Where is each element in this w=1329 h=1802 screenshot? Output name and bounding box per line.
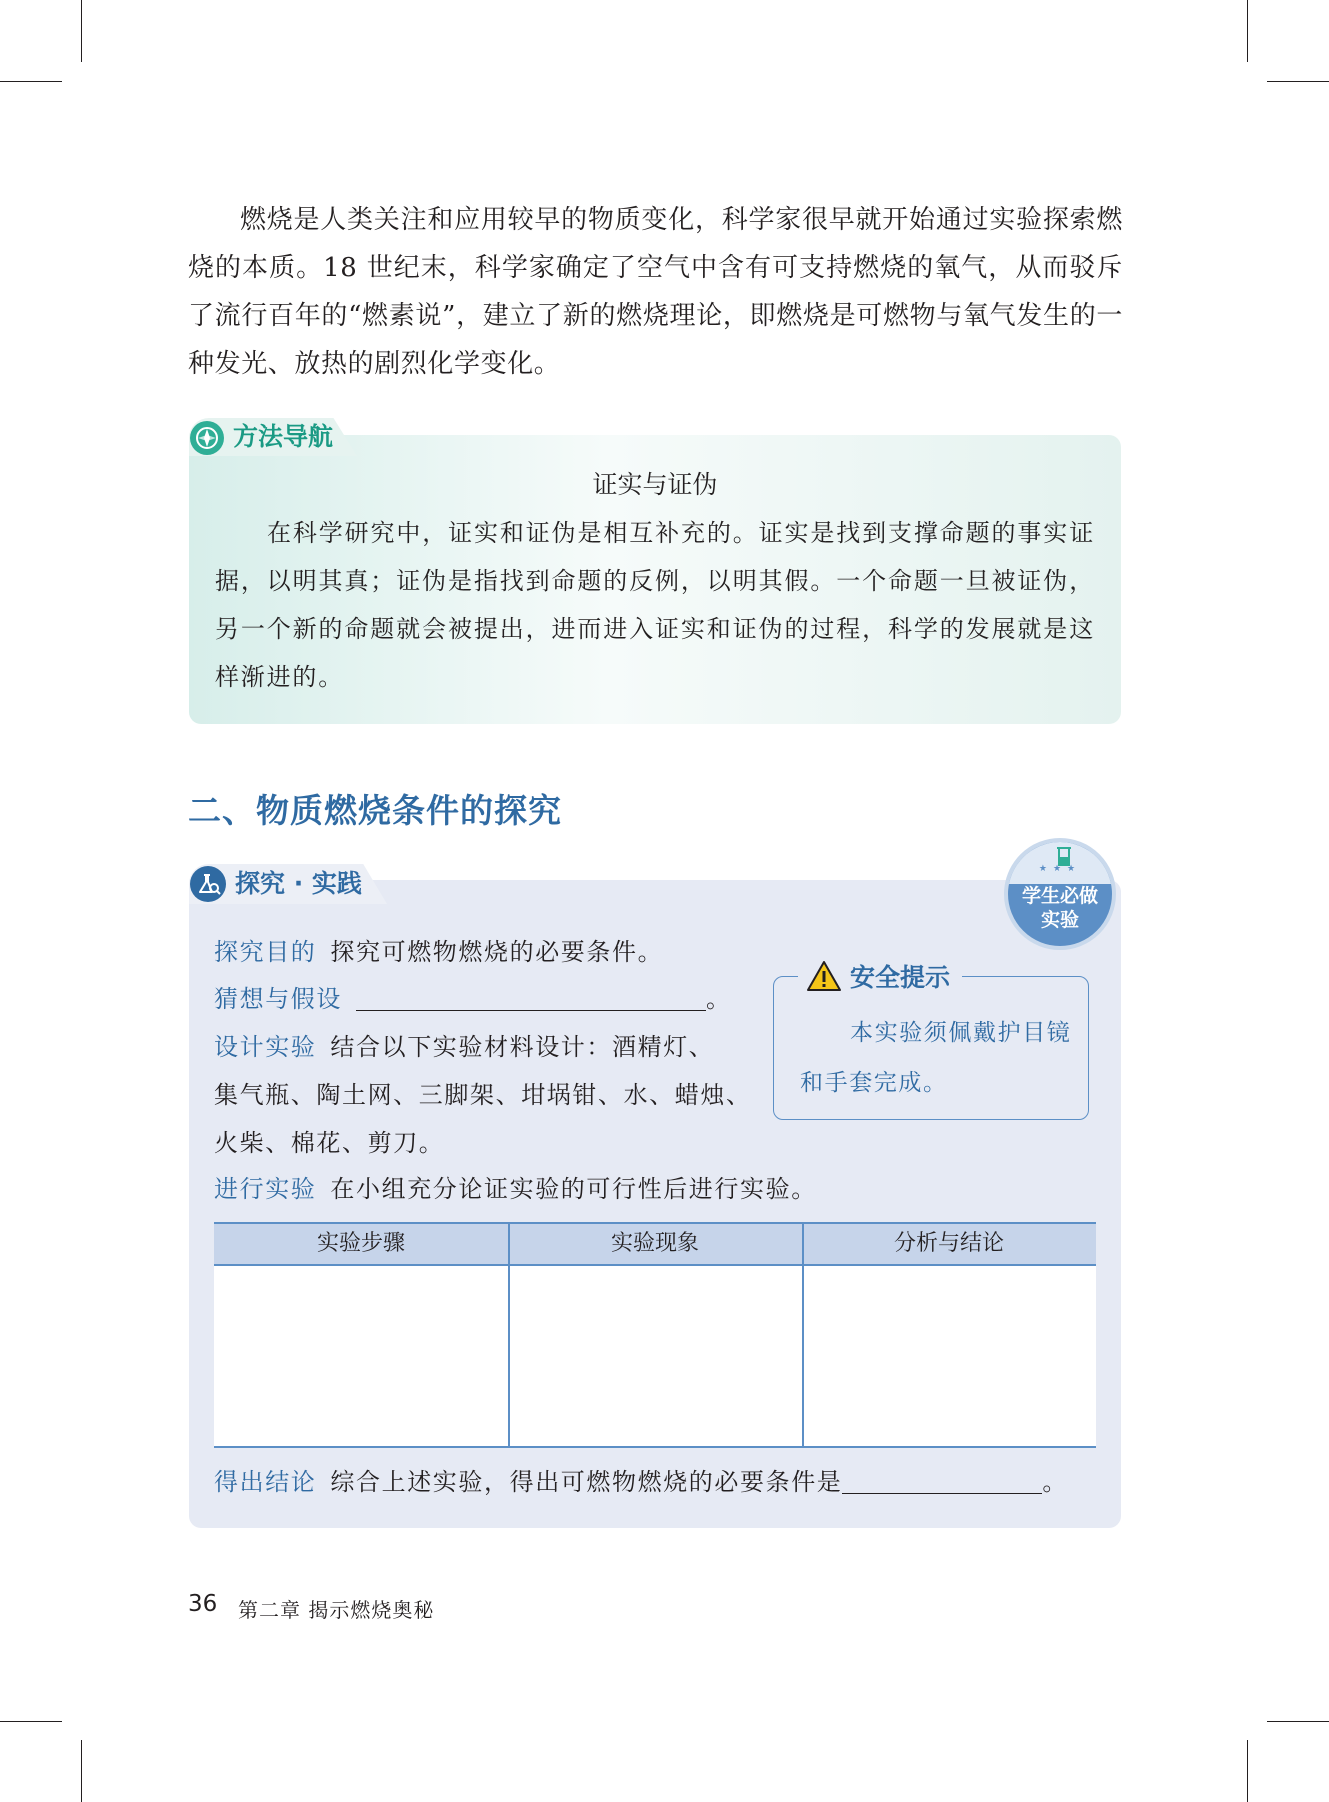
practice-tag-label: 探究 · 实践 bbox=[235, 869, 362, 898]
design-line-3: 火柴、棉花、剪刀。 bbox=[214, 1129, 445, 1157]
badge-line1: 学生必做 bbox=[1021, 885, 1098, 907]
method-title: 证实与证伪 bbox=[592, 470, 718, 499]
safety-title: 安全提示 bbox=[850, 963, 951, 992]
crop-mark bbox=[1247, 1740, 1248, 1802]
design-text-1: 结合以下实验材料设计：酒精灯、 bbox=[330, 1033, 715, 1061]
section-heading: 二、物质燃烧条件的探究 bbox=[188, 791, 562, 830]
design-label: 设计实验 bbox=[214, 1033, 317, 1061]
safety-body: 本实验须佩戴护目镜和手套完成。 bbox=[800, 1020, 1072, 1096]
flask-icon bbox=[190, 866, 226, 902]
experiment-table bbox=[214, 1222, 1096, 1448]
crop-mark bbox=[1247, 0, 1248, 62]
conclusion-label: 得出结论 bbox=[214, 1468, 317, 1496]
method-tag-label: 方法导航 bbox=[233, 422, 334, 451]
design-line-1 bbox=[214, 1023, 714, 1071]
crop-mark bbox=[81, 1740, 82, 1802]
chapter-title: 第二章 揭示燃烧奥秘 bbox=[238, 1598, 435, 1622]
crop-mark bbox=[0, 81, 62, 82]
hypothesis-period: 。 bbox=[706, 985, 732, 1013]
crop-mark bbox=[1267, 1721, 1329, 1722]
badge-text bbox=[1008, 884, 1112, 932]
conclusion-blank[interactable] bbox=[842, 1463, 1042, 1494]
table-divider bbox=[802, 1224, 804, 1446]
hypothesis-label: 猜想与假设 bbox=[214, 985, 342, 1013]
crop-mark bbox=[81, 0, 82, 62]
conduct-label: 进行实验 bbox=[214, 1175, 317, 1203]
intro-paragraph: 燃烧是人类关注和应用较早的物质变化，科学家很早就开始通过实验探索燃烧的本质。18 世纪末，科学家确定了空气中含有可支持燃烧的氧气，从而驳斥了流行百年的“燃素说”，建立了新的燃烧理论，即燃烧是可燃物与氧气发生的一种发光、放热的剧烈化学变化。 bbox=[188, 205, 1123, 379]
page-number: 36 bbox=[188, 1591, 218, 1617]
safety-header bbox=[798, 954, 962, 998]
table-divider bbox=[508, 1224, 510, 1446]
crop-mark bbox=[1267, 81, 1329, 82]
hypothesis-line bbox=[214, 975, 732, 1023]
required-experiment-badge bbox=[1004, 838, 1116, 950]
conclusion-period: 。 bbox=[1042, 1468, 1069, 1496]
conduct-line bbox=[214, 1165, 817, 1213]
conclusion-text: 综合上述实验，得出可燃物燃烧的必要条件是 bbox=[330, 1468, 843, 1496]
badge-stars: ★★★ bbox=[1038, 864, 1082, 874]
method-body: 在科学研究中，证实和证伪是相互补充的。证实是找到支撑命题的事实证据，以明其真；证伪是指找到命题的反例，以明其假。一个命题一旦被证伪，另一个新的命题就会被提出，进而进入证实和证伪的过程，科学的发展就是这样渐进的。 bbox=[215, 519, 1095, 691]
design-line-2: 集气瓶、陶土网、三脚架、坩埚钳、水、蜡烛、 bbox=[214, 1081, 752, 1109]
table-header-cell: 实验现象 bbox=[610, 1231, 699, 1256]
conclusion-line bbox=[214, 1458, 1068, 1506]
purpose-text: 探究可燃物燃烧的必要条件。 bbox=[330, 938, 664, 966]
warning-icon bbox=[806, 960, 842, 992]
badge-line2: 实验 bbox=[1040, 909, 1079, 931]
compass-icon bbox=[190, 421, 224, 455]
purpose-line bbox=[214, 928, 663, 976]
table-header-cell: 实验步骤 bbox=[316, 1231, 405, 1256]
badge-top bbox=[1008, 842, 1112, 884]
hypothesis-blank[interactable] bbox=[356, 980, 706, 1011]
purpose-label: 探究目的 bbox=[214, 938, 317, 966]
table-header-cell: 分析与结论 bbox=[893, 1231, 1004, 1256]
table-header bbox=[214, 1224, 1096, 1266]
crop-mark bbox=[0, 1721, 62, 1722]
conduct-text: 在小组充分论证实验的可行性后进行实验。 bbox=[330, 1175, 817, 1203]
